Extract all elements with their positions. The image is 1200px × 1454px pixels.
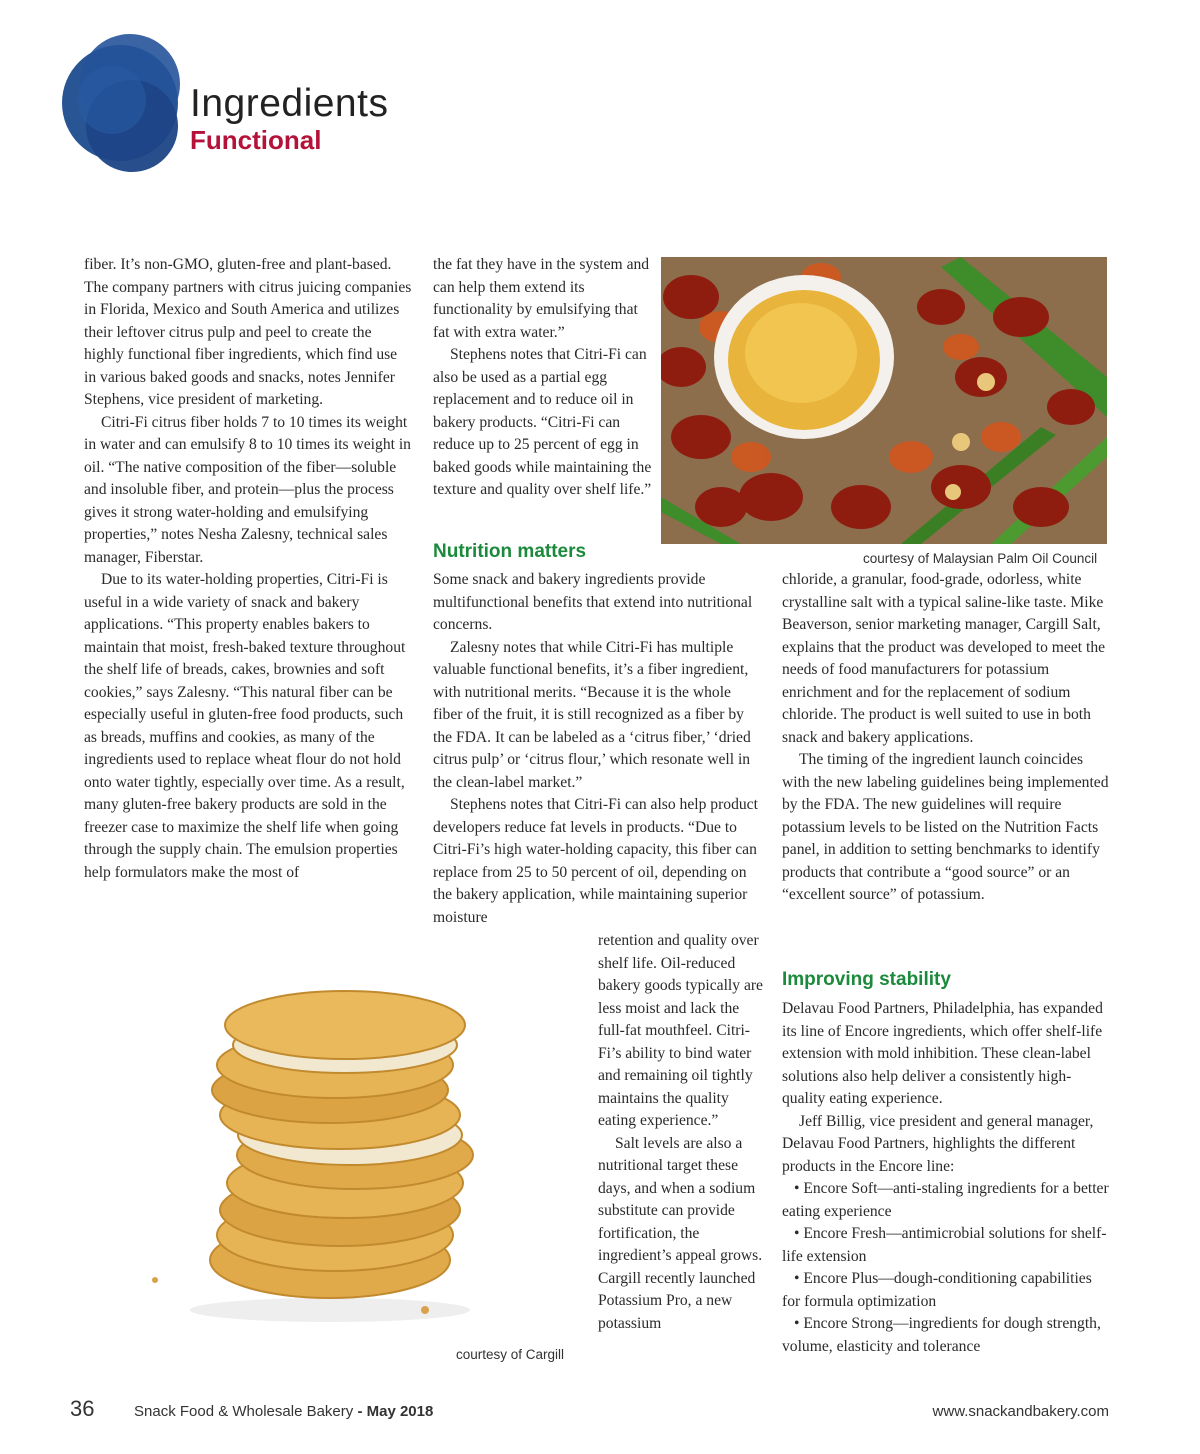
paragraph: Jeff Billig, vice president and general manager, Delavau Food Partners, highlights the different products in the Encore line:	[782, 1112, 1094, 1175]
cookie-photo-caption: courtesy of Cargill	[456, 1347, 565, 1362]
column-2-bottom	[598, 930, 763, 1335]
paragraph: retention and quality over shelf life. Oil-reduced bakery goods typically are less moist and lack the full-fat mouthfeel. Citri-Fi’s ability to bind water and remaining oil tightly maintains the quality eating experience.”	[598, 932, 763, 1129]
paragraph: Stephens notes that Citri-Fi can also be used as a partial egg replacement and to reduce oil in bakery products. “Citri-Fi can reduce up to 25 percent of egg in baked goods while maintaining the texture and quality over shelf life.”	[433, 346, 652, 498]
paragraph: The timing of the ingredient launch coincides with the new labeling guidelines being implemented by the FDA. The new guidelines will require potassium levels to be listed on the Nutrition Facts panel, in addition to setting benchmarks to identify products that contribute a “good source” or an “excellent source” of potassium.	[782, 751, 1109, 903]
magazine-title: Snack Food & Wholesale Bakery	[134, 1403, 354, 1420]
bullet-item: • Encore Soft—anti-staling ingredients for a better eating experience	[782, 1180, 1109, 1220]
palm-photo-caption: courtesy of Malaysian Palm Oil Council	[863, 551, 1098, 566]
subhead-stability: Improving stability	[782, 969, 951, 990]
cookie-stack-photo	[140, 985, 500, 1325]
bullet-item: • Encore Fresh—antimicrobial solutions for shelf-life extension	[782, 1225, 1107, 1265]
paragraph: Zalesny notes that while Citri-Fi has multiple valuable functional benefits, it’s a fiber ingredient, with nutritional merits. “Because it is the whole fiber of the fruit, it is still recognized as a fiber by the FDA. It can be labeled as a ‘citrus fiber,’ ‘dried citrus pulp’ or ‘citrus flour,’ which resonate well in the clean-label market.”	[433, 638, 751, 791]
paragraph: chloride, a granular, food-grade, odorless, white crystalline salt with a typical saline-like taste. Mike Beaverson, senior marketing manager, Cargill Salt, explains that the product was developed to meet the needs of food manufacturers for potassium enrichment and for the replacement of sodium chloride. The product is well suited to use in both snack and bakery applications.	[782, 571, 1106, 746]
paragraph: Due to its water-holding properties, Citri-Fi is useful in a wide variety of snack and bakery applications. “This property enables bakers to maintain that moist, fresh-baked texture throughout the shelf life of breads, cakes, brownies and soft cookies,” says Zalesny. “This natural fiber can be especially useful in gluten-free food products, such as breads, muffins and cookies, as many of the ingredients used to replace wheat flour do not hold onto water tightly, especially over time. As a result, many gluten-free bakery products are sold in the freezer case to maximize the shelf life when going through the supply chain. The emulsion properties help formulators make the most of	[84, 571, 406, 881]
paragraph: Stephens notes that Citri-Fi can also help product developers reduce fat levels in products. “Due to Citri-Fi’s high water-holding capacity, this fiber can replace from 25 to 50 percent of oil, depending on the bakery application, while maintaining superior moisture	[433, 796, 758, 926]
paragraph: Citri-Fi citrus fiber holds 7 to 10 times its weight in water and can emulsify 8 to 10 times its weight in oil. “The native composition of the fiber—soluble and insoluble fiber, and protein—plus the process gives it strong water-holding and emulsifying properties,” notes Nesha Zalesny, technical sales manager, Fiberstar.	[84, 413, 411, 566]
magazine-name	[134, 1403, 433, 1420]
paragraph: Some snack and bakery ingredients provide multifunctional benefits that extend into nutritional concerns.	[433, 571, 753, 633]
column-3-top	[782, 569, 1112, 907]
column-1	[84, 254, 412, 884]
paragraph: Delavau Food Partners, Philadelphia, has expanded its line of Encore ingredients, which offer shelf-life extension with mold inhibition. These clean-label solutions also help deliver a consistently high-quality eating experience.	[782, 1000, 1103, 1107]
column-2-top	[433, 254, 658, 502]
paragraph: Salt levels are also a nutritional target these days, and when a sodium substitute can provide fortification, the ingredient’s appeal grows. Cargill recently launched Potassium Pro, a new potassium	[598, 1134, 763, 1332]
palm-oil-photo	[661, 257, 1107, 544]
page-number: 36	[70, 1396, 95, 1421]
issue-date: - May 2018	[353, 1403, 434, 1420]
subhead-nutrition: Nutrition matters	[433, 541, 587, 562]
paragraph: fiber. It’s non-GMO, gluten-free and plant-based. The company partners with citrus juicing companies in Florida, Mexico and South America and utilizes their leftover citrus pulp and peel to create the highly functional fiber ingredients, which find use in various baked goods and snacks, notes Jennifer Stephens, vice president of marketing.	[84, 256, 412, 408]
section-subtitle: Functional	[190, 125, 322, 155]
bullet-item: • Encore Strong—ingredients for dough strength, volume, elasticity and tolerance	[782, 1315, 1101, 1355]
paragraph: the fat they have in the system and can help them extend its functionality by emulsifying that fat with extra water.”	[433, 256, 650, 341]
website-url: www.snackandbakery.com	[932, 1403, 1109, 1420]
column-3-bottom	[782, 998, 1112, 1358]
section-title: Ingredients	[190, 82, 389, 125]
column-2-mid	[433, 569, 763, 929]
bullet-item: • Encore Plus—dough-conditioning capabilities for formula optimization	[782, 1270, 1092, 1310]
